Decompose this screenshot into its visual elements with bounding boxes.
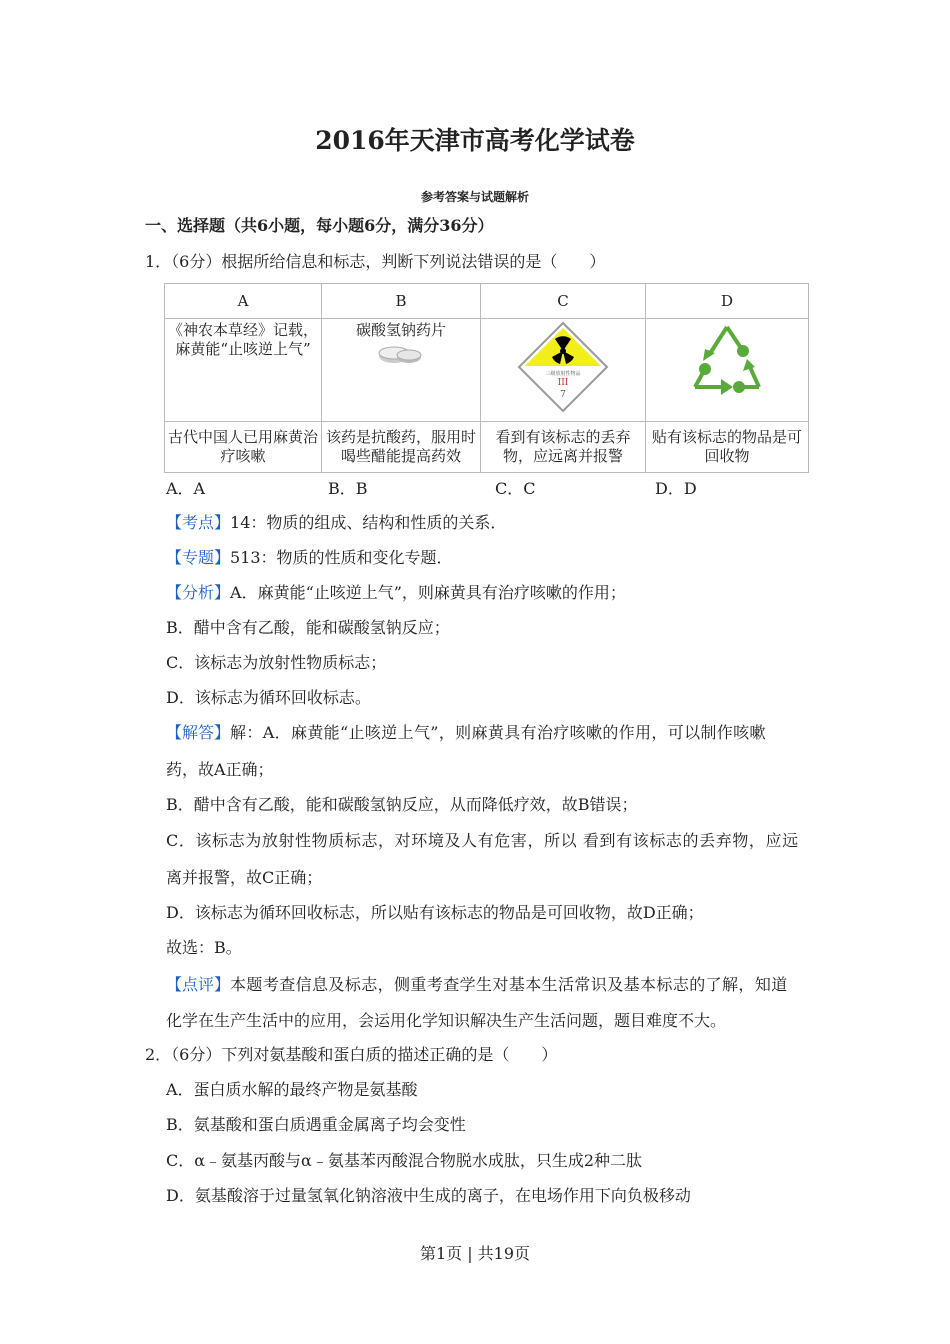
table-header: B: [322, 284, 481, 319]
page-title: 2016年天津市高考化学试卷: [315, 126, 635, 155]
table-cell: [646, 319, 809, 422]
cell-text: 碳酸氢钠药片: [355, 321, 446, 339]
kaodian-line: [166, 513, 506, 533]
option-c: C．α﹣氨基丙酸与α﹣氨基苯丙酸混合物脱水成肽，只生成2种二肽: [166, 1151, 643, 1170]
dianping-text: 化学在生产生活中的应用，会运用化学知识解决生产生活问题，题目难度不大。: [166, 1011, 727, 1030]
table-cell: 古代中国人已用麻黄治疗咳嗽: [165, 422, 322, 473]
radioactive-sign-icon: [517, 321, 609, 413]
fenxi-text: B．醋中含有乙酸，能和碳酸氢钠反应；: [166, 618, 450, 637]
option-d: D．D: [655, 479, 697, 498]
dianping-text: 本题考查信息及标志，侧重考查学生对基本生活常识及基本标志的了解，知道: [230, 975, 788, 994]
jieda-text: 解：A．麻黄能“止咳逆上气”，则麻黄具有治疗咳嗽的作用，可以制作咳嗽: [230, 723, 766, 742]
option-a: A．蛋白质水解的最终产物是氨基酸: [166, 1080, 418, 1099]
tablets-image: [376, 340, 426, 366]
table-header: C: [481, 284, 646, 319]
table-cell: 看到有该标志的丢弃物，应远离并报警: [481, 422, 646, 473]
svg-text:三级放射性物品: 三级放射性物品: [545, 371, 581, 377]
dianping-tag: 【点评】: [166, 975, 231, 994]
fenxi-text: A．麻黄能“止咳逆上气”，则麻黄具有治疗咳嗽的作用；: [230, 583, 626, 602]
option-b: B．氨基酸和蛋白质遇重金属离子均会变性: [166, 1115, 466, 1134]
recycle-sign-icon: [685, 321, 769, 397]
question-2-stem: 2．（6分）下列对氨基酸和蛋白质的描述正确的是（ ）: [145, 1045, 558, 1064]
jieda-tag: 【解答】: [166, 723, 231, 742]
zhuanti-text: 513：物质的性质和变化专题．: [230, 548, 453, 567]
kaodian-tag: 【考点】: [166, 513, 231, 532]
option-b: B．B: [328, 479, 368, 498]
svg-text:7: 7: [560, 390, 566, 400]
jieda-text: D．该标志为循环回收标志，所以贴有该标志的物品是可回收物，故D正确；: [166, 903, 704, 922]
option-d: D．氨基酸溶于过量氢氧化钠溶液中生成的离子，在电场作用下向负极移动: [166, 1186, 691, 1205]
table-cell: [322, 319, 481, 422]
table-cell: 贴有该标志的物品是可回收物: [646, 422, 809, 473]
zhuanti-line: [166, 548, 453, 568]
jieda-text: 离并报警，故C正确；: [166, 868, 323, 887]
section-heading: 一、选择题（共6小题，每小题6分，满分36分）: [145, 216, 494, 235]
zhuanti-tag: 【专题】: [166, 548, 231, 567]
table-header: D: [646, 284, 809, 319]
fenxi-text: C．该标志为放射性物质标志；: [166, 653, 387, 672]
cell-text: 《神农本草经》记载，麻黄能“止咳逆上气”: [168, 321, 319, 358]
jieda-text: B．醋中含有乙酸，能和碳酸氢钠反应，从而降低疗效，故B错误；: [166, 795, 638, 814]
dianping-line: [166, 975, 788, 995]
option-c: C．C: [495, 479, 536, 498]
question-1-stem: 1．（6分）根据所给信息和标志，判断下列说法错误的是（ ）: [145, 252, 606, 271]
jieda-text: 药，故A正确；: [166, 760, 274, 779]
fenxi-text: D．该标志为循环回收标志。: [166, 688, 371, 707]
jieda-line: [166, 723, 766, 743]
fenxi-line: [166, 583, 626, 603]
page-footer: 第1页 | 共19页: [419, 1244, 531, 1263]
jieda-text: 故选：B。: [166, 938, 242, 957]
table-cell: [165, 319, 322, 422]
svg-text:III: III: [557, 378, 569, 388]
option-a: A．A: [166, 479, 206, 498]
table-cell: 该药是抗酸药，服用时喝些醋能提高药效: [322, 422, 481, 473]
fenxi-tag: 【分析】: [166, 583, 231, 602]
kaodian-text: 14：物质的组成、结构和性质的关系．: [230, 513, 507, 532]
subtitle: 参考答案与试题解析: [420, 190, 529, 204]
table-header: A: [165, 284, 322, 319]
table-cell: [481, 319, 646, 422]
question-1-table: [164, 283, 809, 473]
jieda-text: C．该标志为放射性物质标志，对环境及人有危害，所以 看到有该标志的丢弃物，应远: [166, 831, 799, 850]
